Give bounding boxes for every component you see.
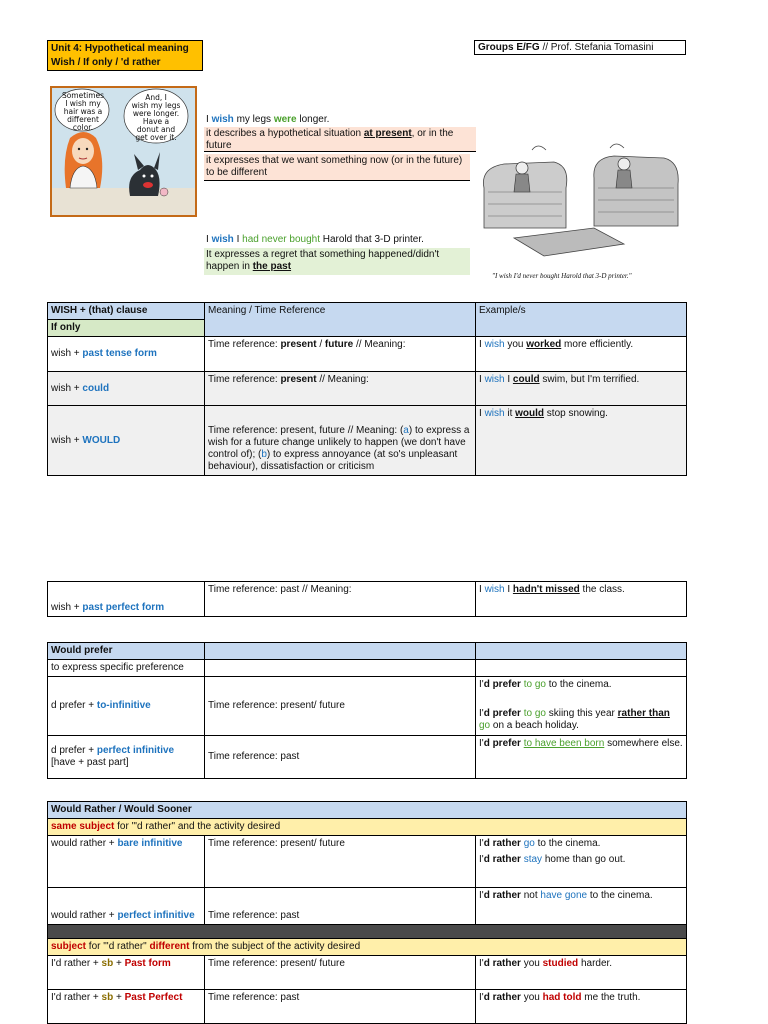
form-cell: [48, 372, 205, 406]
specific-preference: to express specific preference: [48, 660, 205, 677]
example-cell: [476, 888, 687, 925]
cartoon-caption: "I wish I'd never bought Harold that 3-D printer.": [492, 272, 632, 280]
speech-bubble-girl: [60, 92, 106, 132]
example-cell: [476, 956, 687, 990]
example-cell: [476, 836, 687, 888]
header-examples: Example/s: [476, 303, 687, 337]
text: had told: [542, 992, 582, 1003]
form-cell: [48, 888, 205, 925]
text: I': [479, 738, 484, 749]
example-line: [479, 708, 683, 732]
text: worked: [526, 339, 562, 350]
text: +: [113, 992, 125, 1003]
text: wish +: [51, 602, 83, 613]
table-row: [48, 736, 687, 779]
bubble-line: hair was a: [63, 107, 103, 116]
header-meaning: Meaning / Time Reference: [205, 303, 476, 337]
meaning-cell: [205, 372, 476, 406]
text: on a beach holiday.: [490, 720, 579, 731]
text: d rather: [483, 958, 521, 969]
speech-bubble-dog: [128, 94, 184, 142]
header-would-prefer: Would prefer: [48, 643, 205, 660]
form-keyword: perfect infinitive: [117, 910, 195, 921]
unit-title: Unit 4: Hypothetical meaning: [51, 43, 189, 54]
text: somewhere else.: [604, 738, 683, 749]
example-cell: [476, 372, 687, 406]
example-cell: [476, 677, 687, 736]
text: I': [479, 708, 484, 719]
text: longer.: [296, 114, 330, 125]
text: I: [206, 234, 212, 245]
wish-keyword: wish: [484, 374, 505, 385]
text: it: [504, 408, 516, 419]
the-past-keyword: the past: [252, 261, 292, 272]
text: future: [206, 140, 232, 151]
text: hadn't missed: [512, 584, 580, 595]
text: it describes a hypothetical situation: [206, 128, 364, 139]
example-wish-legs: [206, 114, 329, 126]
text: go: [479, 720, 491, 731]
cartoon-printer: [474, 128, 687, 286]
text: I: [479, 374, 485, 385]
form-cell: [48, 677, 205, 736]
text: same subject: [51, 821, 115, 832]
meaning-cell: Time reference: present/ future: [205, 836, 476, 888]
form-keyword: to-infinitive: [96, 700, 151, 711]
text: to have been born: [523, 738, 605, 749]
example-cell: [476, 582, 687, 617]
groups-box: [474, 40, 686, 55]
meaning-cell: Time reference: past: [205, 990, 476, 1024]
text: me the truth.: [581, 992, 641, 1003]
divider-row: [48, 925, 687, 939]
bubble-line: get over it.: [135, 133, 177, 142]
table-row: [48, 677, 687, 736]
would-rather-table: [47, 801, 687, 1024]
meaning-cell: Time reference: past: [205, 736, 476, 779]
text: for "'d rather": [86, 941, 150, 952]
example-cell: [476, 406, 687, 476]
table-row: [48, 372, 687, 406]
text: I'd rather +: [51, 992, 102, 1003]
text: I': [479, 838, 484, 849]
table-row: [48, 836, 687, 888]
wish-table: [47, 302, 687, 476]
description-present: [204, 127, 476, 152]
text: d rather: [483, 854, 521, 865]
text: to go: [520, 708, 546, 719]
text: harder.: [578, 958, 613, 969]
text: I': [479, 679, 484, 690]
text: It expresses a regret that something happened/didn't: [206, 249, 440, 260]
same-subject-row: [48, 819, 687, 836]
table-row: [48, 582, 687, 617]
text: /: [316, 339, 325, 350]
bubble-line: different: [67, 115, 99, 124]
form-keyword: Past Perfect: [124, 992, 183, 1003]
at-present-keyword: at present: [363, 128, 412, 139]
text: I: [206, 114, 212, 125]
text: wish +: [51, 434, 83, 446]
past-perfect-table: [47, 581, 687, 617]
text: future: [324, 339, 354, 350]
bubble-line: wish my legs: [131, 101, 181, 110]
text: go: [520, 838, 535, 849]
text: I: [233, 234, 243, 245]
form-keyword: past perfect form: [82, 602, 165, 613]
form-cell: [48, 956, 205, 990]
text: to go: [520, 679, 546, 690]
empty-cell: [205, 660, 476, 677]
text: a: [403, 425, 409, 436]
text: I': [479, 958, 484, 969]
form-keyword: perfect infinitive: [96, 745, 175, 756]
text: have gone: [540, 890, 588, 901]
form-keyword: could: [82, 382, 110, 394]
meaning-cell: Time reference: past // Meaning:: [205, 582, 476, 617]
text: present: [280, 374, 317, 385]
form-cell: [48, 406, 205, 476]
example-cell: [476, 736, 687, 779]
text: , or in the: [411, 128, 454, 139]
unit-title-box: [47, 40, 203, 71]
text: I: [479, 584, 485, 595]
bubble-line: I wish my: [65, 99, 101, 108]
bubble-line: Have a: [142, 117, 170, 126]
text: d prefer +: [51, 700, 97, 711]
meaning-cell: Time reference: past: [205, 888, 476, 925]
meaning-cell: [205, 406, 476, 476]
form-keyword: past tense form: [82, 348, 157, 359]
form-cell: [48, 736, 205, 779]
cartoon-printer-illustration: [474, 128, 687, 270]
table-row: [48, 406, 687, 476]
text: d prefer: [483, 708, 521, 719]
meaning-cell: [205, 337, 476, 372]
text: home than go out.: [542, 854, 626, 865]
text: // Meaning:: [353, 339, 406, 350]
table-row: [48, 337, 687, 372]
text: wish +: [51, 382, 83, 394]
text: would: [515, 408, 545, 419]
text: I: [479, 408, 485, 419]
wish-keyword: wish: [484, 584, 505, 595]
text: d prefer: [483, 679, 521, 690]
text: I: [504, 584, 513, 595]
text: b: [261, 449, 267, 460]
example-cell: [476, 337, 687, 372]
wish-keyword: wish: [211, 234, 234, 245]
description-regret: [204, 248, 470, 275]
text: not: [520, 890, 541, 901]
form-cell: [48, 582, 205, 617]
would-prefer-table: [47, 642, 687, 779]
text: to the cinema.: [587, 890, 653, 901]
text: I'd rather +: [51, 958, 102, 969]
text: subject: [51, 941, 87, 952]
text: present: [280, 339, 317, 350]
were-keyword: were: [273, 114, 297, 125]
example-line: [479, 854, 683, 866]
cartoon-girl-dog: [50, 86, 197, 217]
text: to the cinema.: [545, 679, 612, 690]
had-never-keyword: had never bought: [242, 234, 320, 245]
text: ) to express annoyance (at so's unpleasant behaviour), dissatisfaction or criticism: [208, 449, 458, 472]
text: sb: [101, 992, 114, 1003]
text: ) to express a wish for a future change unlikely to happen (we don't have control of); (: [208, 425, 470, 460]
text: // Meaning:: [316, 374, 369, 385]
text: you: [520, 992, 543, 1003]
form-keyword: Past form: [124, 958, 171, 969]
example-line: [479, 838, 683, 850]
header-empty: [205, 643, 476, 660]
form-cell: [48, 836, 205, 888]
text: could: [512, 374, 540, 385]
professor-name: // Prof. Stefania Tomasini: [539, 42, 654, 53]
wish-keyword: wish: [484, 408, 505, 419]
text: the class.: [579, 584, 625, 595]
bubble-line: Sometimes: [61, 91, 105, 100]
text: to the cinema.: [534, 838, 601, 849]
text: different: [149, 941, 190, 952]
text: I': [479, 992, 484, 1003]
text: it expresses that we want something now (or in the future): [206, 155, 463, 166]
bubble-line: were longer.: [132, 109, 180, 118]
header-wish-clause: WISH + (that) clause: [48, 303, 205, 320]
header-empty: [476, 643, 687, 660]
text: you: [520, 958, 543, 969]
bubble-line: And, I: [145, 93, 167, 102]
table-row: [48, 990, 687, 1024]
text: stop snowing.: [544, 408, 608, 419]
meaning-cell: Time reference: present/ future: [205, 677, 476, 736]
text: rather than: [617, 708, 670, 719]
meaning-cell: Time reference: present/ future: [205, 956, 476, 990]
bubble-line: color.: [72, 123, 94, 132]
table-row: [48, 956, 687, 990]
header-if-only: If only: [48, 320, 205, 337]
text: I: [479, 339, 485, 350]
text: [have + past part]: [51, 757, 129, 768]
wish-keyword: wish: [484, 339, 505, 350]
description-want: [204, 154, 470, 181]
text: I': [479, 854, 484, 865]
text: d prefer: [483, 738, 521, 749]
form-keyword: WOULD: [82, 434, 121, 446]
empty-cell: [476, 660, 687, 677]
text: stay: [520, 854, 543, 865]
form-cell: [48, 337, 205, 372]
header-would-rather: Would Rather / Would Sooner: [48, 802, 687, 819]
text: happen in: [206, 261, 253, 272]
bubble-line: donut and: [136, 125, 176, 134]
table-row: [48, 888, 687, 925]
text: from the subject of the activity desired: [189, 941, 361, 952]
text: for "'d rather" and the activity desired: [114, 821, 281, 832]
text: wish +: [51, 348, 83, 359]
example-line: [479, 679, 683, 691]
text: d rather: [483, 838, 521, 849]
text: I: [504, 374, 513, 385]
text: skiing this year: [545, 708, 618, 719]
text: swim, but I'm terrified.: [539, 374, 640, 385]
text: Harold that 3-D printer.: [319, 234, 424, 245]
text: Time reference:: [208, 339, 281, 350]
text: studied: [542, 958, 579, 969]
text: you: [504, 339, 527, 350]
unit-subtitle: Wish / If only / 'd rather: [51, 57, 161, 68]
text: to be different: [206, 167, 267, 178]
text: Time reference:: [208, 374, 281, 385]
text: d rather: [483, 890, 521, 901]
text: Time reference: present, future // Meaning: (: [208, 425, 404, 436]
text: I': [479, 890, 484, 901]
wish-keyword: wish: [211, 114, 234, 125]
text: sb: [101, 958, 114, 969]
text: d prefer +: [51, 745, 97, 756]
text: +: [113, 958, 125, 969]
example-cell: [476, 990, 687, 1024]
groups-label: Groups E/FG: [478, 42, 540, 53]
form-cell: [48, 990, 205, 1024]
text: my legs: [233, 114, 274, 125]
text: d rather: [483, 992, 521, 1003]
example-wish-printer: [206, 234, 424, 246]
form-keyword: bare infinitive: [117, 838, 183, 849]
text: more efficiently.: [561, 339, 634, 350]
text: would rather +: [51, 910, 118, 921]
text: would rather +: [51, 838, 118, 849]
different-subject-row: [48, 939, 687, 956]
